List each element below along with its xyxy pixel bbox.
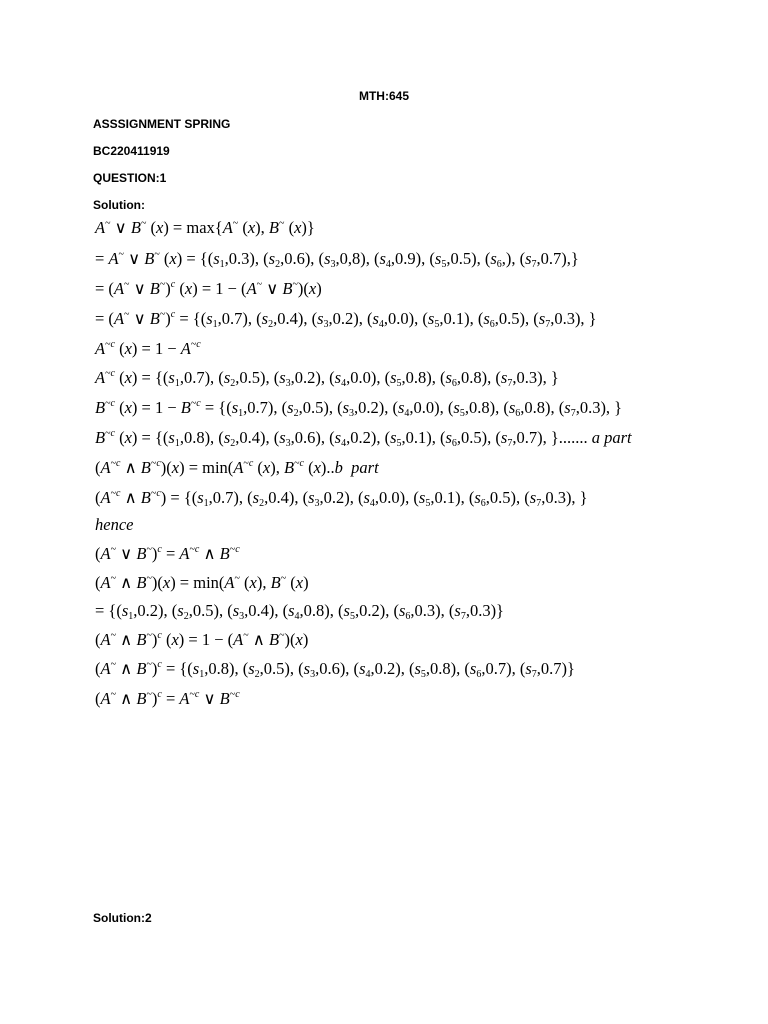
solution-2-heading: Solution:2: [93, 911, 152, 925]
course-title: MTH:645: [358, 89, 409, 103]
equation-line: = (A~ ∨ $B^\sim)^c = \{(s_1,0.7)$, $(s_2,0.4)$, $(s_3,0.2)$, $(s_4,0.0)$, $(s_5,0.1)$, $(s_6,0.5)$, $(s_7,0.3)$, }: [95, 309, 597, 330]
equation-line: (A~ ∧ $B^\sim)^c = A^{\sim c}$ ∨ $B^{\sim c}$: [95, 689, 240, 708]
equation-line: ($A^{\sim c}$ ∧ $B^{\sim c})(x) = \min(A^{\sim c}$ (x), $B^{\sim c}$ (x)..b part: [95, 458, 379, 477]
question-heading: QUESTION:1: [93, 171, 167, 185]
equation-line: A~ ∨ B~ (x) = max{A~ (x), B~ (x)}: [95, 218, 315, 237]
equation-line: hence: [95, 515, 134, 534]
equation-line: (A~ ∧ B~)(x) = min(A~ (x), B~ (x): [95, 573, 309, 592]
equation-line: $B^{\sim c}$ $(x) = \{(s_1,0.8)$, $(s_2,0.4)$, $(s_3,0.6)$, $(s_4,0.2)$, $(s_5,0.1)$, $(s_6,0.5)$, $(s_7,0.7)$, }....... a part: [95, 428, 632, 449]
student-id: BC220411919: [93, 144, 170, 158]
equation-line: (A~ ∧ B~)$^c$ (x) = 1 − (A~ ∧ B~)(x): [95, 630, 309, 649]
equation-line: (A~ ∧ $B^\sim)^c = \{(s_1,0.8)$, $(s_2,0.5)$, $(s_3,0.6)$, $(s_4,0.2)$, $(s_5,0.8)$, $(s_6,0.7)$, $(s_7,0.7)$}: [95, 659, 575, 680]
assignment-title: ASSSIGNMENT SPRING: [93, 117, 231, 131]
equation-line: = A~ ∨ B~ $(x) = \{(s_1,0.3)$, $(s_2,0.6)$, $(s_3,0,8)$, $(s_4,0.9)$, $(s_5,0.5)$, $(s_6,)$, $(s_7,0.7)$,}: [95, 249, 579, 270]
equation-line: (A~ ∨ $B^\sim)^c = A^{\sim c}$ ∧ $B^{\sim c}$: [95, 544, 240, 563]
equation-line: $A^{\sim c}$ $(x) = 1 - A^{\sim c}$: [95, 339, 201, 358]
equation-line: $A^{\sim c}$ $(x) = \{(s_1,0.7)$, $(s_2,0.5)$, $(s_3,0.2)$, $(s_4,0.0)$, $(s_5,0.8)$, $(s_6,0.8)$, $(s_7,0.3)$, }: [95, 368, 559, 389]
equation-line: = (A~ ∨ B~)$^c$ (x) = 1 − (A~ ∨ B~)(x): [95, 279, 322, 298]
equation-line: = {$(s_1,0.2)$, $(s_2,0.5)$, $(s_3,0.4)$, $(s_4,0.8)$, $(s_5,0.2)$, $(s_6,0.3)$, $(s_7,0.3)$}: [95, 601, 504, 622]
equation-line: $B^{\sim c}$ $(x) = 1 - B^{\sim c} = \{(s_1,0.7)$, $(s_2,0.5)$, $(s_3,0.2)$, $(s_4,0.0)$, $(s_5,0.8)$, $(s_6,0.8)$, $(s_7,0.3)$, }: [95, 398, 623, 419]
solution-heading: Solution:: [93, 198, 145, 212]
equation-line: ($A^{\sim c}$ ∧ $B^{\sim c}) = \{(s_1,0.7)$, $(s_2,0.4)$, $(s_3,0.2)$, $(s_4,0.0)$, $(s_5,0.1)$, $(s_6,0.5)$, $(s_7,0.3)$, }: [95, 488, 588, 509]
